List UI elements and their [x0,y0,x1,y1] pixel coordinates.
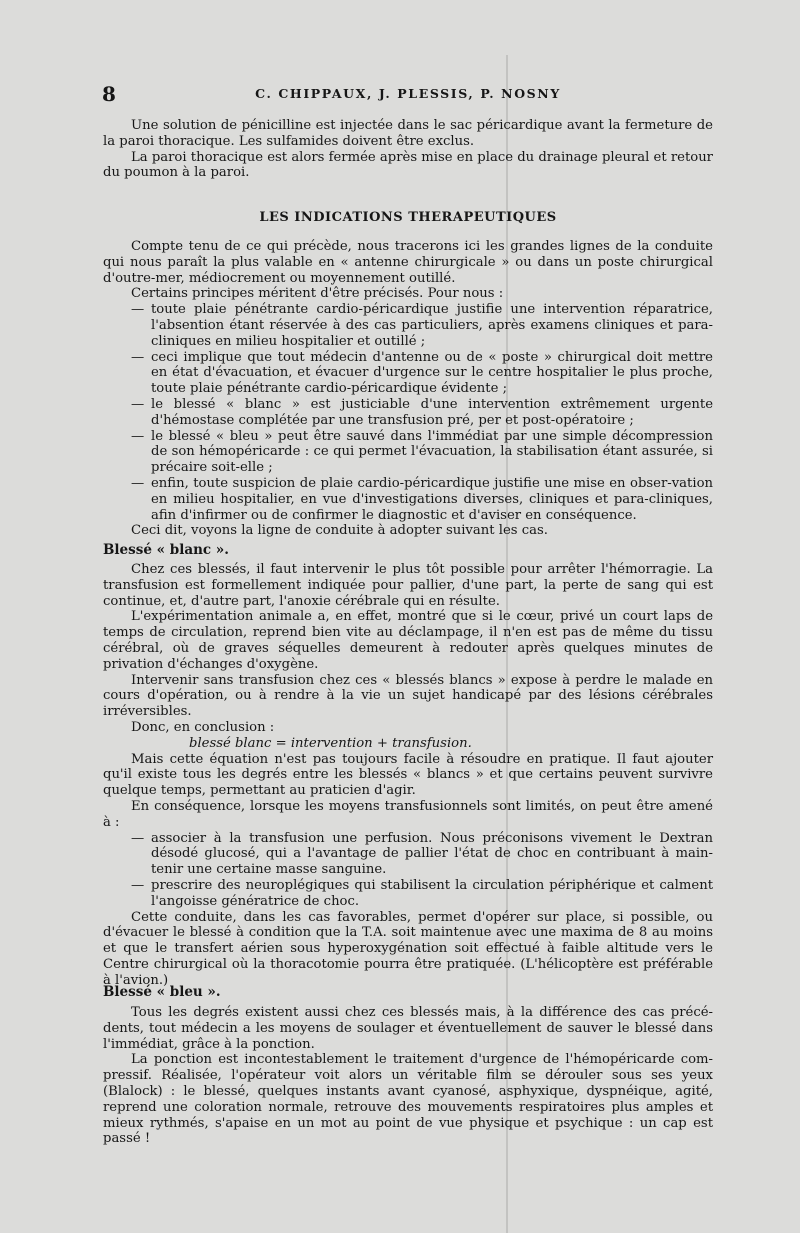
list-item [103,831,713,878]
dash-bullet: — [131,396,145,412]
list-item [103,878,713,910]
dash-bullet: — [131,349,145,365]
paragraph: L'expérimentation animale a, en effet, montré que si le cœur, privé un court laps de temps de circulation, reprend bien vite au déclampage, il n'en est pas de même du tissu cérébral, où de graves séquelles demeurent à redouter après quelques minutes de privation d'échanges d'oxygène. [103,609,713,672]
paragraph: Compte tenu de ce qui précède, nous tracerons ici les grandes lignes de la conduite qui nous paraît la plus valable en « antenne chirurgicale » ou dans un poste chirurgical d'outre-mer, médiocrement ou moyennement outillé. [103,239,713,286]
list-item-text: prescrire des neuroplégiques qui stabilisent la circulation périphérique et calment l'angoisse génératrice de choc. [151,877,713,909]
list-item [103,350,713,397]
paragraph: Mais cette équation n'est pas toujours facile à résoudre en pratique. Il faut ajouter qu'il existe tous les degrés entre les blessés « blancs » et que certains peuvent survivre quelque temps, permettant au praticien d'agir. [103,751,713,799]
list-item [103,476,713,523]
dash-bullet: — [131,302,145,318]
paragraph: Intervenir sans transfusion chez ces « blessés blancs » expose à perdre le malade en cours d'opération, ou à rendre à la vie un sujet handicapé par des lésions cérébrales irréversibles. [103,672,713,720]
list-item-text: le blessé « blanc » est justiciable d'une intervention extrêmement urgente d'hémostase complétée par une transfusion pré, per et post-opératoire ; [151,396,713,428]
page-number: 8 [102,82,116,106]
blanc-block [103,562,713,989]
paragraph: La paroi thoracique est alors fermée après mise en place du drainage pleural et retour du poumon à la paroi. [103,149,713,181]
bleu-block [103,1005,713,1147]
list-item [103,429,713,476]
list-item [103,302,713,349]
paragraph: Tous les degrés existent aussi chez ces blessés mais, à la différence des cas précé-dents, tout médecin a les moyens de soulager et éventuellement de sauver le blessé dans l'immédiat, grâce à la ponction. [103,1005,713,1052]
measures-list [103,831,713,910]
running-title: C. CHIPPAUX, J. PLESSIS, P. NOSNY [255,86,561,101]
paragraph: La ponction est incontestablement le traitement d'urgence de l'hémopéricarde com-pressif. Réalisée, l'opérateur voit alors un véritable film se dérouler sous ses yeux (Blalock) : le blessé, quelques instants avant cyanosé, asphyxique, dyspnéique, agité, reprend une coloration normale, retrouve des mouvements respiratoires plus amples et mieux rythmés, s'apaise en un mot au point de vue physique et psychique : un cap est passé ! [103,1052,713,1147]
indications-block [103,239,713,539]
formula: blessé blanc = intervention + transfusion. [189,735,472,751]
paragraph: En conséquence, lorsque les moyens transfusionnels sont limités, on peut être amené à : [103,798,713,830]
paragraph: Certains principes méritent d'être précisés. Pour nous : [131,286,504,302]
paragraph: Chez ces blessés, il faut intervenir le plus tôt possible pour arrêter l'hémorragie. La transfusion est formellement indiquée pour pallier, d'une part, la perte de sang qui est continue, et, d'autre part, l'anoxie cérébrale qui en résulte. [103,562,713,609]
list-item-text: toute plaie pénétrante cardio-péricardique justifie une intervention réparatrice, l'absention étant réservée à des cas particuliers, après examens cliniques et para-cliniques en milieu hospitalier et outillé ; [151,302,713,349]
dash-bullet: — [131,428,145,444]
paragraph: Cette conduite, dans les cas favorables, permet d'opérer sur place, si possible, ou d'évacuer le blessé à condition que la T.A. soit maintenue avec une maxima de 8 au moins et que le transfert aérien sous hyperoxygénation soit effectué à faible altitude vers le Centre chirurgical où la thoracotomie pourra être pratiquée. (L'hélicoptère est préférable à l'avion.) [103,909,713,988]
running-head [102,82,714,106]
subsection-heading-bleu: Blessé « bleu ». [103,984,221,1000]
list-item-text: associer à la transfusion une perfusion. Nous préconisons vivement le Dextran désodé glucosé, qui a l'avantage de pallier l'état de choc en contribuant à main-tenir une certaine masse sanguine. [151,830,713,878]
paragraph: Donc, en conclusion : [131,719,275,735]
dash-bullet: — [131,475,145,491]
list-item-text: le blessé « bleu » peut être sauvé dans l'immédiat par une simple décompression de son hémopéricarde : ce qui permet l'évacuation, la stabilisation étant assurée, si précaire soit-elle ; [151,428,713,476]
subsection-heading-blanc: Blessé « blanc ». [103,542,229,558]
paragraph: Ceci dit, voyons la ligne de conduite à adopter suivant les cas. [131,523,548,539]
intro-block [103,118,713,181]
dash-bullet: — [131,877,145,893]
section-title: LES INDICATIONS THERAPEUTIQUES [259,210,557,225]
principles-list [103,302,713,523]
list-item-text: enfin, toute suspicion de plaie cardio-péricardique justifie une mise en obser-vation en milieu hospitalier, en vue d'investigations diverses, cliniques et para-cliniques, afin d'infirmer ou de confirmer le diagnostic et d'aviser en conséquence. [151,475,713,523]
dash-bullet: — [131,830,145,846]
list-item [103,397,713,429]
list-item-text: ceci implique que tout médecin d'antenne ou de « poste » chirurgical doit mettre en état d'évacuation, et évacuer d'urgence sur le centre hospitalier le plus proche, toute plaie pénétrante cardio-péricardique évidente ; [151,349,713,397]
paragraph: Une solution de pénicilline est injectée dans le sac péricardique avant la fermeture de la paroi thoracique. Les sulfamides doivent être exclus. [103,118,713,149]
